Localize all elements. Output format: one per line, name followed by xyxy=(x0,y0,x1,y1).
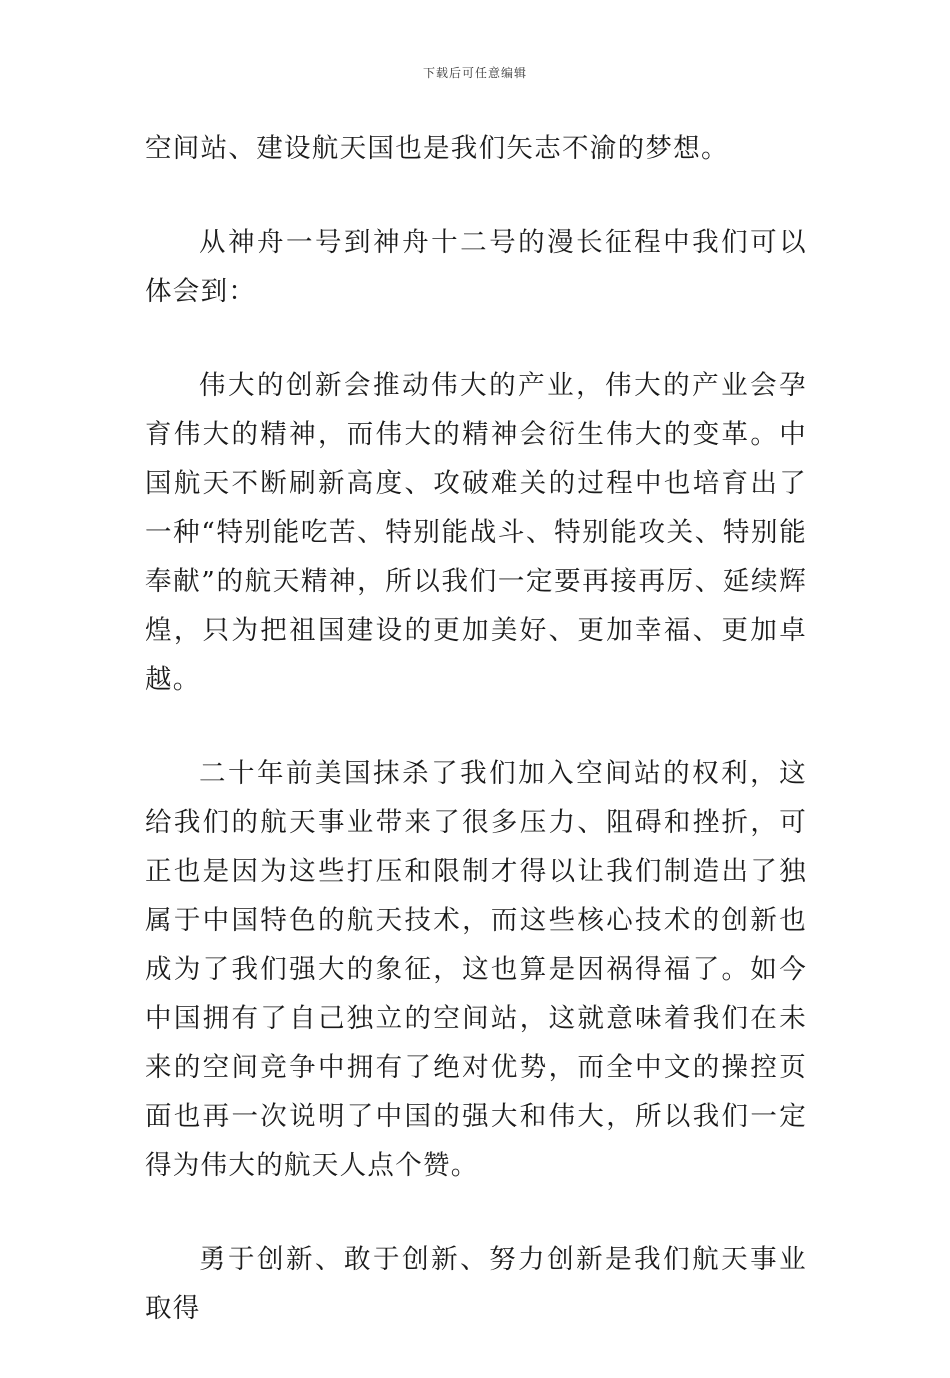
paragraph: 勇于创新、敢于创新、努力创新是我们航天事业取得 xyxy=(145,1244,807,1324)
document-body xyxy=(145,124,807,1378)
paragraph-continuation: 空间站、建设航天国也是我们矢志不渝的梦想。 xyxy=(145,133,729,164)
paragraph: 从神舟一号到神舟十二号的漫长征程中我们可以体会到： xyxy=(145,227,807,307)
page-header-note: 下载后可任意编辑 xyxy=(422,66,527,80)
paragraph: 伟大的创新会推动伟大的产业，伟大的产业会孕育伟大的精神，而伟大的精神会衍生伟大的变革。中国航天不断刷新高度、攻破难关的过程中也培育出了一种“特别能吃苦、特别能战斗、特别能攻关、特别能奉献”的航天精神，所以我们一定要再接再厉、延续辉煌，只为把祖国建设的更加美好、更加幸福、更加卓越。 xyxy=(145,370,807,695)
paragraph: 二十年前美国抹杀了我们加入空间站的权利，这给我们的航天事业带来了很多压力、阻碍和挫折，可正也是因为这些打压和限制才得以让我们制造出了独属于中国特色的航天技术，而这些核心技术的创新也成为了我们强大的象征，这也算是因祸得福了。如今中国拥有了自己独立的空间站，这就意味着我们在未来的空间竞争中拥有了绝对优势，而全中文的操控页面也再一次说明了中国的强大和伟大，所以我们一定得为伟大的航天人点个赞。 xyxy=(145,758,807,1181)
